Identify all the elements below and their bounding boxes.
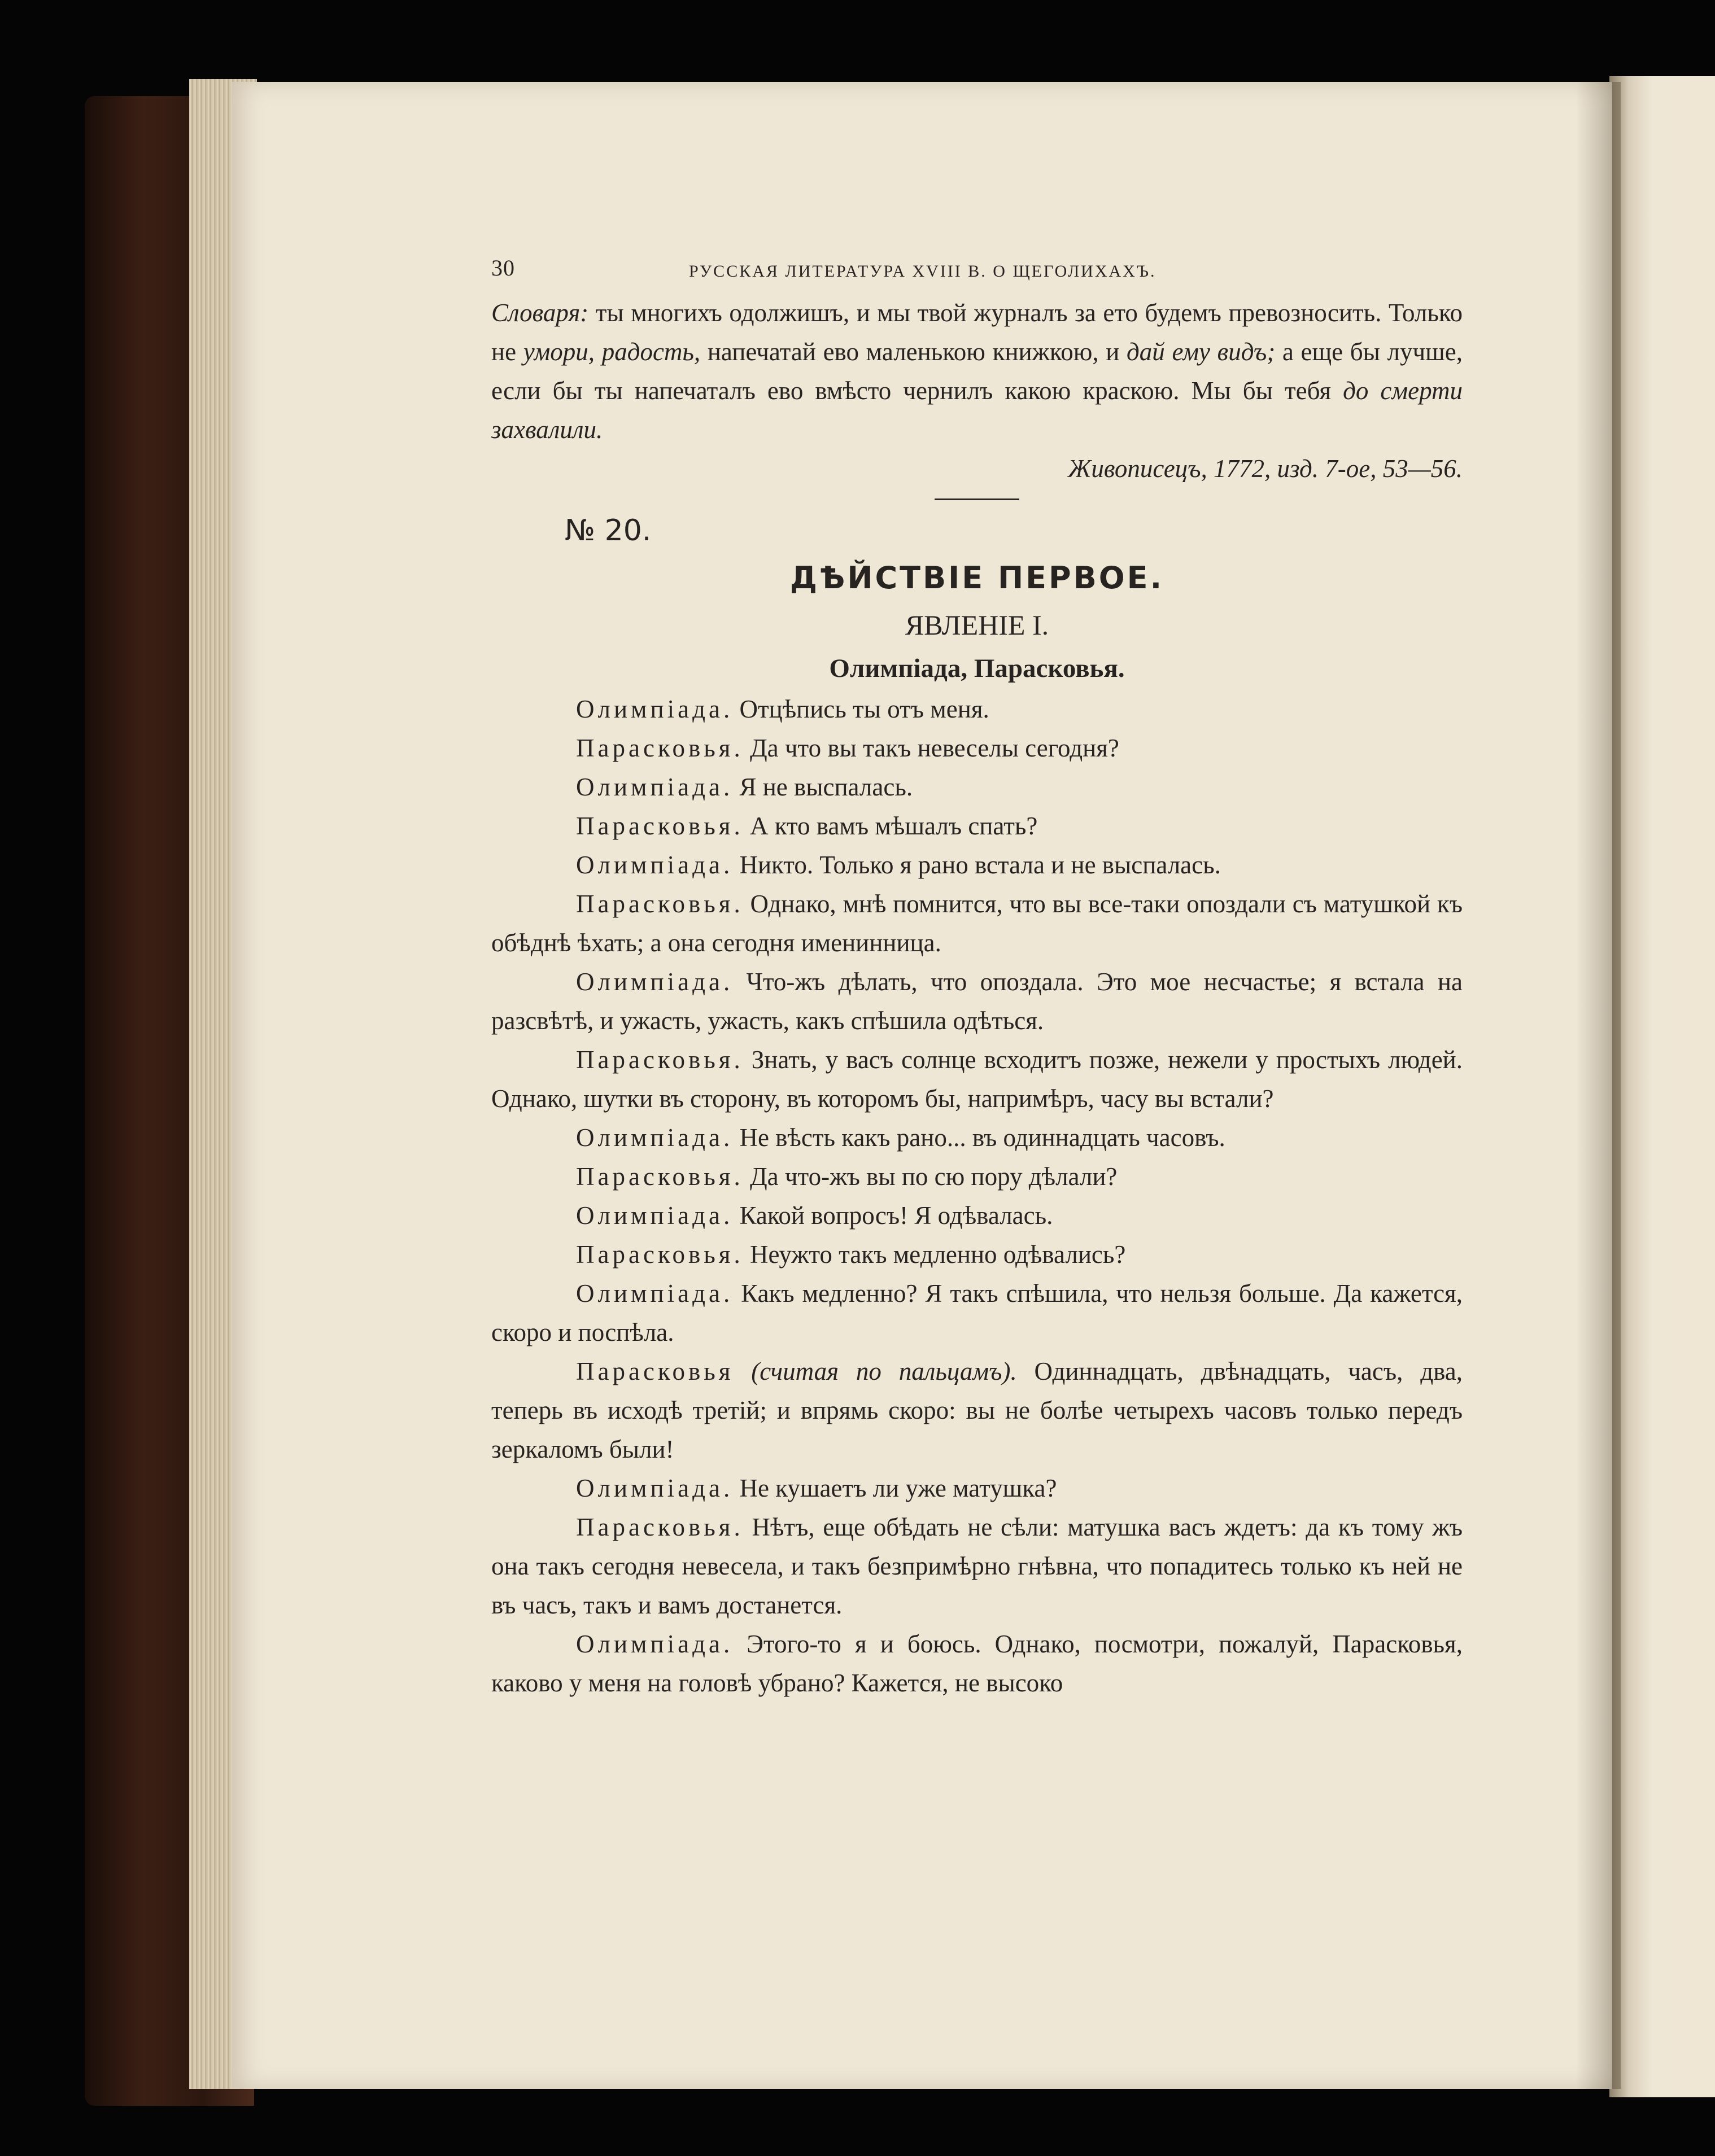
speech: Нѣтъ, еще обѣдать не сѣли: матушка васъ ждетъ: да къ тому жъ она такъ сегодня невесела, и такъ безпримѣрно гнѣвна, что попадитесь только къ ней не въ часъ, такъ и вамъ достанется. bbox=[491, 1513, 1463, 1619]
running-head bbox=[491, 248, 1463, 294]
speech: Да что вы такъ невеселы сегодня? bbox=[743, 734, 1119, 762]
dialogue-line bbox=[491, 1118, 1463, 1157]
section-divider bbox=[935, 498, 1019, 500]
speech: Знать, у васъ солнце всходитъ позже, нежели у простыхъ людей. Однако, шутки въ сторону, въ которомъ бы, напримѣръ, часу вы встали? bbox=[491, 1046, 1463, 1113]
dialogue-line bbox=[491, 1469, 1463, 1508]
dialogue-line bbox=[491, 807, 1463, 846]
speaker-name: Парасковья. bbox=[576, 812, 744, 840]
speech: Одиннадцать, двѣнадцать, часъ, два, теперь въ исходѣ третій; и впрямь скоро: вы не болѣе четырехъ часовъ только передъ зеркаломъ были! bbox=[491, 1357, 1463, 1463]
speaker-name: Олимпіада. bbox=[576, 1279, 734, 1307]
speech: Да что-жъ вы по сю пору дѣлали? bbox=[743, 1162, 1118, 1191]
dialogue-line bbox=[491, 1274, 1463, 1352]
speech: Однако, мнѣ помнится, что вы все-таки опоздали съ матушкой къ обѣднѣ ѣхать; а она сегодня именинница. bbox=[491, 890, 1463, 957]
dialogue-line bbox=[491, 846, 1463, 885]
dialogue-line bbox=[491, 1625, 1463, 1703]
intro-text: напечатай ево маленькою книжкою, и bbox=[700, 338, 1127, 366]
dialogue-line bbox=[491, 1508, 1463, 1625]
speaker-name: Олимпіада. bbox=[576, 1123, 734, 1152]
speaker-name: Парасковья. bbox=[576, 1046, 744, 1074]
dialogue-line bbox=[491, 729, 1463, 768]
italic-phrase: Словаря: bbox=[491, 299, 589, 327]
dialogue-line bbox=[491, 1157, 1463, 1196]
italic-phrase: дай ему видъ; bbox=[1127, 338, 1276, 366]
dialogue-line bbox=[491, 1235, 1463, 1274]
section-number: № 20. bbox=[565, 514, 652, 548]
dialogue-line bbox=[491, 768, 1463, 807]
dialogue-line bbox=[491, 963, 1463, 1040]
act-heading: ДѢЙСТВІЕ ПЕРВОЕ. bbox=[789, 560, 1164, 596]
speaker-name: Парасковья. bbox=[576, 890, 744, 918]
speaker-name: Олимпіада. bbox=[576, 851, 734, 879]
speech: Я не выспалась. bbox=[733, 773, 913, 801]
stage-direction: (считая по пальцамъ). bbox=[734, 1357, 1017, 1385]
speech: Какой вопросъ! Я одѣвалась. bbox=[733, 1201, 1053, 1230]
intro-text: ты многихъ одолжишъ, и мы твой журналъ за ето будемъ превозносить. Только не bbox=[491, 299, 1463, 366]
speaker-name: Парасковья bbox=[576, 1357, 734, 1385]
dialogue-line bbox=[491, 885, 1463, 963]
speaker-name: Парасковья. bbox=[576, 1513, 744, 1541]
speaker-name: Олимпіада. bbox=[576, 968, 734, 996]
dialogue-line bbox=[491, 1352, 1463, 1469]
speaker-name: Парасковья. bbox=[576, 1240, 744, 1269]
speaker-name: Олимпіада. bbox=[576, 1630, 734, 1658]
facing-page-edge bbox=[1609, 76, 1715, 2097]
speech: Что-жъ дѣлать, что опоздала. Это мое несчастье; я встала на разсвѣтѣ, и ужасть, ужасть, какъ спѣшила одѣться. bbox=[491, 968, 1463, 1035]
running-title: РУССКАЯ ЛИТЕРАТУРА XVIII В. О ЩЕГОЛИХАХЪ. bbox=[689, 262, 1157, 281]
dialogue-line bbox=[491, 690, 1463, 729]
gutter-shadow bbox=[1576, 82, 1621, 2089]
scene-heading: ЯВЛЕНІЕ I. bbox=[905, 609, 1049, 641]
page-text bbox=[491, 248, 1463, 1703]
speaker-name: Парасковья. bbox=[576, 734, 744, 762]
speech: Этого-то я и боюсь. Однако, посмотри, пожалуй, Парасковья, каково у меня на головѣ убрано? Кажется, не высоко bbox=[491, 1630, 1463, 1697]
page-number: 30 bbox=[491, 255, 515, 281]
speech: Какъ медленно? Я такъ спѣшила, что нельзя больше. Да кажется, скоро и поспѣла. bbox=[491, 1279, 1463, 1346]
italic-phrase: до смерти захвалили. bbox=[491, 377, 1463, 444]
speech: Неужто такъ медленно одѣвались? bbox=[743, 1240, 1126, 1269]
dialogue-line bbox=[491, 1040, 1463, 1118]
speaker-name: Олимпіада. bbox=[576, 773, 734, 801]
italic-phrase: умори, радость, bbox=[523, 338, 701, 366]
speech: Не кушаетъ ли уже матушка? bbox=[733, 1474, 1057, 1502]
speaker-name: Парасковья. bbox=[576, 1162, 744, 1191]
speech: А кто вамъ мѣшалъ спать? bbox=[743, 812, 1038, 840]
characters-list: Олимпіада, Парасковья. bbox=[829, 654, 1125, 683]
intro-paragraph bbox=[491, 294, 1463, 449]
speaker-name: Олимпіада. bbox=[576, 1474, 734, 1502]
speech: Не вѣсть какъ рано... въ одиннадцать часовъ. bbox=[733, 1123, 1225, 1152]
dialogue-line bbox=[491, 1196, 1463, 1235]
speaker-name: Олимпіада. bbox=[576, 1201, 734, 1230]
speech: Никто. Только я рано встала и не выспалась. bbox=[733, 851, 1221, 879]
intro-text: а еще бы лучше, если бы ты напечаталъ ево вмѣсто чернилъ какою краскою. Мы бы тебя bbox=[491, 338, 1463, 405]
source-citation: Живописецъ, 1772, изд. 7-ое, 53—56. bbox=[1068, 454, 1463, 483]
speech: Отцѣпись ты отъ меня. bbox=[733, 695, 989, 723]
speaker-name: Олимпіада. bbox=[576, 695, 734, 723]
